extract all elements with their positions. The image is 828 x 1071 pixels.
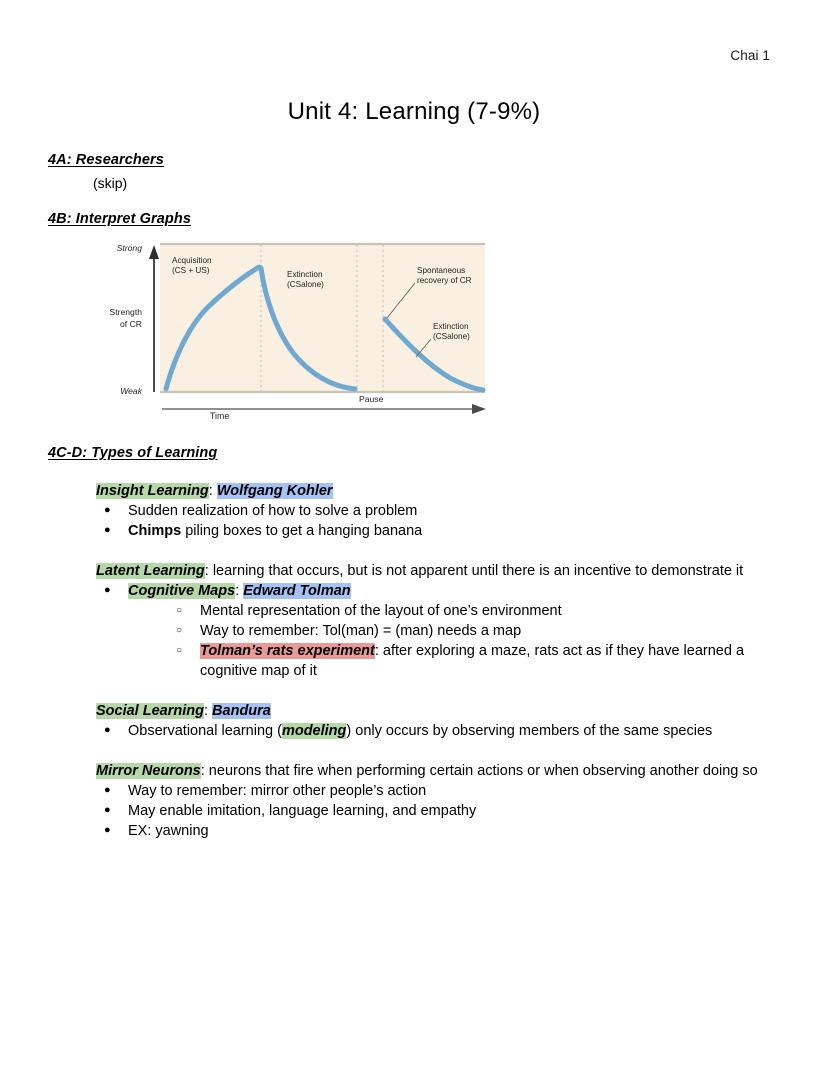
annotation-acquisition-line1: Acquisition [172,256,212,265]
block-mirror-neurons [48,761,780,841]
cognitive-maps-sub-list [128,601,780,681]
insight-bullet-list [48,501,780,541]
section-heading-4b: 4B: Interpret Graphs [48,211,191,227]
ytick-strong: Strong [116,243,142,253]
latent-colon: : [204,563,209,579]
insight-bullet-1-lead: Chimps [128,523,182,539]
block-latent-learning [48,561,780,681]
list-item [168,621,780,641]
mirror-bullet-list [48,781,780,841]
list-item [96,501,780,521]
ytick-weak: Weak [120,386,142,396]
page-title: Unit 4: Learning (7-9%) [287,98,541,125]
mirror-bullet-1: May enable imitation, language learning, and empathy [128,803,477,819]
social-colon: : [203,703,209,719]
latent-term: Latent Learning [96,563,205,579]
latent-definition-line [96,561,780,581]
tolman-experiment-colon: : [374,643,379,659]
insight-bullet-1-text: piling boxes to get a hanging banana [181,523,423,539]
annotation-extinction1-line1: Extinction [287,270,323,279]
list-item [168,601,780,621]
insight-term-line [96,481,780,501]
x-axis-arrowhead [472,404,486,414]
cognitive-maps-sub-0: Mental representation of the layout of one’s environment [200,603,562,619]
social-term-line [96,701,780,721]
mirror-bullet-0: Way to remember: mirror other people’s action [128,783,427,799]
y-axis-arrowhead [149,245,159,259]
section-heading-4a: 4A: Researchers [48,152,164,168]
insight-bullet-0-text: Sudden realization of how to solve a problem [128,503,418,519]
annotation-extinction2-line1: Extinction [433,322,469,331]
section-heading-4cd: 4C-D: Types of Learning [48,445,218,461]
annotation-extinction1-line2: (CSalone) [287,280,324,289]
mirror-definition-line [96,761,780,781]
cognitive-maps-sub-1: Way to remember: Tol(man) = (man) needs a map [200,623,522,639]
cognitive-maps-term: Cognitive Maps [128,583,236,599]
list-item [96,521,780,541]
mirror-term: Mirror Neurons [96,763,201,779]
mirror-colon: : [200,763,205,779]
list-item [96,821,780,841]
list-item [96,801,780,821]
list-item [96,581,780,681]
document-body [48,152,780,841]
annotation-extinction2-line2: (CSalone) [433,332,470,341]
mirror-definition: neurons that fire when performing certain actions or when observing another doing so [204,763,758,779]
list-item [96,721,780,741]
latent-bullet-list [48,581,780,681]
annotation-acquisition-line2: (CS + US) [172,266,210,275]
social-bullet-list [48,721,780,741]
latent-definition: learning that occurs, but is not apparent until there is an incentive to demonstrate it [208,563,744,579]
social-person: Bandura [212,703,271,719]
graph-svg [62,239,492,419]
social-bullet-highlight: modeling [281,723,347,739]
social-bullet-pre: Observational learning ( [128,723,282,739]
y-axis-title-line2: of CR [120,319,142,329]
annotation-spontaneous-line1: Spontaneous [417,266,466,275]
running-head: Chai 1 [730,48,770,63]
social-bullet-post: ) only occurs by observing members of the same species [346,723,713,739]
cognitive-maps-person: Edward Tolman [243,583,351,599]
x-axis-title: Time [210,411,230,419]
insight-colon: : [208,483,213,499]
cognitive-maps-colon: : [235,583,240,599]
tolman-experiment-text: after exploring a maze, rats act as if they have learned a cognitive map of it [200,643,745,679]
block-insight-learning [48,481,780,541]
y-axis-title-line1: Strength [109,307,142,317]
social-term: Social Learning [96,703,204,719]
annotation-pause: Pause [359,394,384,404]
insight-person: Wolfgang Kohler [216,483,333,499]
mirror-bullet-2: EX: yawning [128,823,209,839]
list-item [96,781,780,801]
tolman-experiment-term: Tolman’s rats experiment [200,643,375,659]
researchers-skip-note: (skip) [93,175,128,191]
annotation-spontaneous-line2: recovery of CR [417,276,472,285]
acquisition-extinction-graph [62,239,492,419]
list-item [168,641,780,681]
block-social-learning [48,701,780,741]
insight-term: Insight Learning [96,483,209,499]
